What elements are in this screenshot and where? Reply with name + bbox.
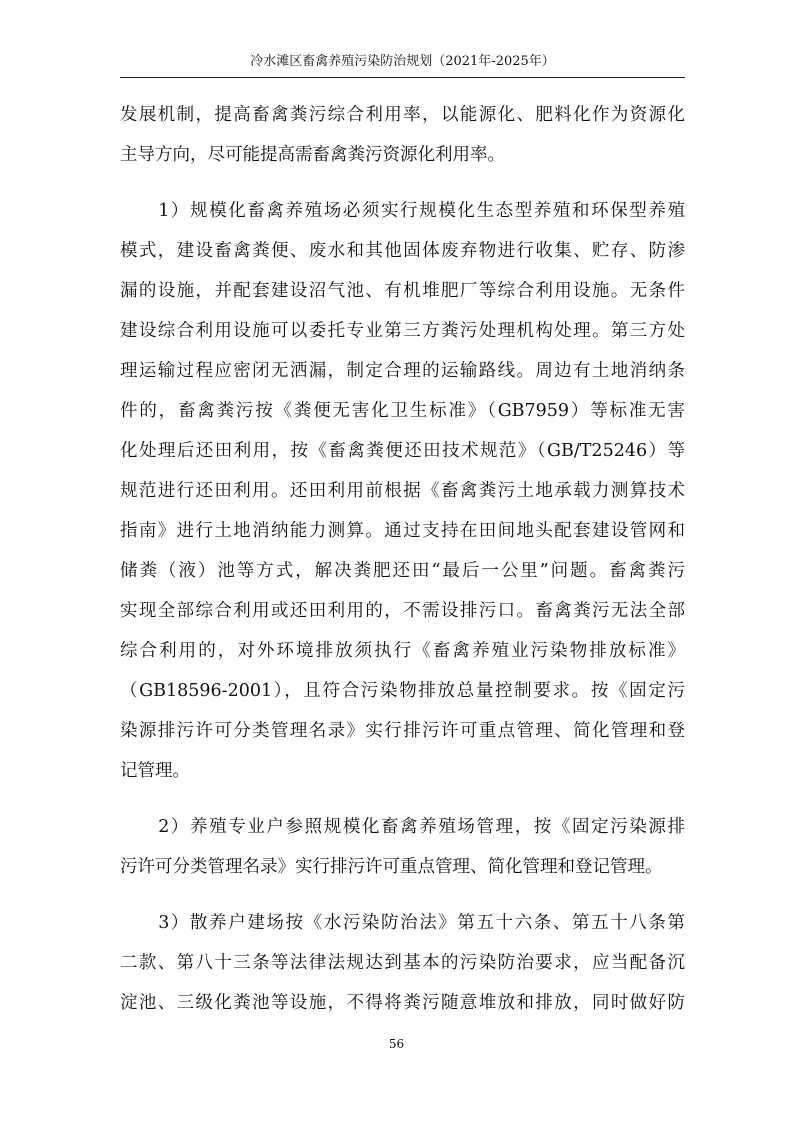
paragraph-spacing — [120, 175, 685, 191]
text-line: 化处理后还田利用，按《畜禽粪便还田技术规范》（GB/T25246）等 — [120, 441, 685, 461]
text-line: 染源排污许可分类管理名录》实行排污许可重点管理、简化管理和登 — [120, 721, 685, 741]
text-line: 指南》进行土地消纳能力测算。通过支持在田间地头配套建设管网和 — [120, 521, 685, 541]
text-line: 主导方向，尽可能提高需畜禽粪污资源化利用率。 — [120, 145, 505, 165]
page-number: 56 — [388, 1037, 405, 1051]
text-line: 记管理。 — [120, 761, 190, 781]
text-line: 污许可分类管理名录》实行排污许可重点管理、简化管理和登记管理。 — [120, 857, 663, 877]
text-line: 漏的设施，并配套建设沼气池、有机堆肥厂等综合利用设施。无条件 — [120, 281, 685, 301]
text-line: 模式，建设畜禽粪便、废水和其他固体废弃物进行收集、贮存、防渗 — [120, 241, 685, 261]
paragraph-spacing — [120, 887, 685, 903]
text-line: 建设综合利用设施可以委托专业第三方粪污处理机构处理。第三方处 — [120, 321, 685, 341]
text-line: 实现全部综合利用或还田利用的，不需设排污口。畜禽粪污无法全部 — [120, 601, 685, 621]
text-line: 1）规模化畜禽养殖场必须实行规模化生态型养殖和环保型养殖 — [120, 201, 685, 221]
paragraph — [120, 95, 685, 175]
header-divider — [120, 77, 685, 78]
text-line: 件的，畜禽粪污按《粪便无害化卫生标准》（GB7959）等标准无害 — [120, 401, 685, 421]
document-body — [120, 95, 685, 1023]
text-line: 3）散养户建场按《水污染防治法》第五十六条、第五十八条第 — [120, 913, 685, 933]
paragraph — [120, 903, 685, 1023]
text-line: 2）养殖专业户参照规模化畜禽养殖场管理，按《固定污染源排 — [120, 817, 685, 837]
text-line: 淀池、三级化粪池等设施，不得将粪污随意堆放和排放，同时做好防 — [120, 993, 685, 1013]
text-line: 理运输过程应密闭无洒漏，制定合理的运输路线。周边有土地消纳条 — [120, 361, 685, 381]
paragraph — [120, 191, 685, 791]
text-line: 二款、第八十三条等法律法规达到基本的污染防治要求，应当配备沉 — [120, 953, 685, 973]
text-line: （GB18596-2001），且符合污染物排放总量控制要求。按《固定污 — [120, 681, 685, 701]
text-line: 储粪（液）池等方式，解决粪肥还田“最后一公里”问题。畜禽粪污 — [120, 561, 685, 581]
text-line: 发展机制，提高畜禽粪污综合利用率，以能源化、肥料化作为资源化 — [120, 105, 685, 125]
paragraph-spacing — [120, 791, 685, 807]
paragraph — [120, 807, 685, 887]
running-header: 冷水滩区畜禽养殖污染防治规划（2021年-2025年） — [250, 54, 555, 69]
text-line: 规范进行还田利用。还田利用前根据《畜禽粪污土地承载力测算技术 — [120, 481, 685, 501]
text-line: 综合利用的，对外环境排放须执行《畜禽养殖业污染物排放标准》 — [120, 641, 685, 661]
